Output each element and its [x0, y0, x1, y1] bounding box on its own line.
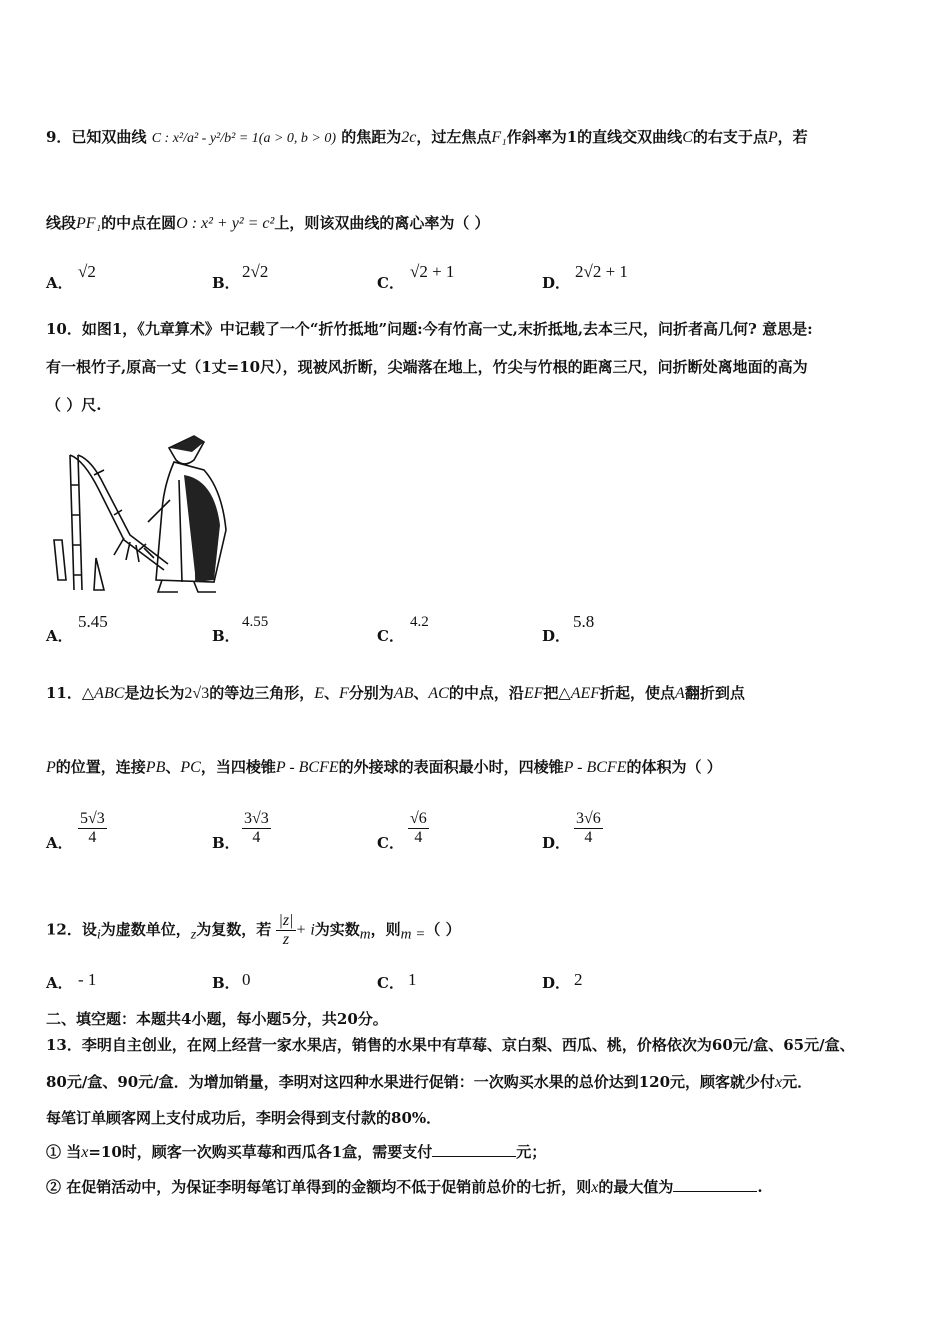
q9-option-a[interactable]: A．: [46, 274, 73, 292]
q11-option-d[interactable]: D．: [542, 834, 571, 852]
q12-option-a-value: - 1: [78, 970, 97, 989]
q11-option-c[interactable]: C．: [377, 834, 404, 852]
q9-line2: 线段PF₁的中点在圆O : x² + y² = c²上，则该双曲线的离心率为（ ）: [46, 214, 490, 232]
q9-option-b[interactable]: B．: [212, 274, 240, 292]
q9-option-c[interactable]: C．: [377, 274, 404, 292]
q13-line4: ① 当x=10时，顾客一次购买草莓和西瓜各1盒，需要支付 元；: [46, 1143, 547, 1161]
q10-option-b[interactable]: B．: [212, 627, 240, 645]
q12-option-d-value: 2: [574, 970, 583, 989]
q9-option-a-value: √2: [78, 262, 96, 281]
q11-line2: P的位置，连接PB、PC，当四棱锥P - BCFE的外接球的表面积最小时，四棱锥P - BCFE的体积为（ ）: [46, 758, 722, 776]
answer-blank-2[interactable]: [673, 1177, 757, 1192]
q10-line2: 有一根竹子,原高一丈（1丈=10尺），现被风折断，尖端落在地上，竹尖与竹根的距离三尺，问折断处离地面的高为: [46, 358, 808, 376]
q10-line3: （ ）尺.: [46, 396, 102, 414]
q12-option-b-value: 0: [242, 970, 251, 989]
q12-line: 12．设i为虚数单位，z为复数，若 $\frac{|z|}{z}$ + i为实数m，则m =（ ）: [46, 912, 461, 948]
q10-option-a[interactable]: A．: [46, 627, 73, 645]
q11-line1: 11．△ABC是边长为2√3的等边三角形，E、F分别为AB、AC的中点，沿EF把△AEF折起，使点A翻折到点: [46, 684, 745, 702]
q10-option-d[interactable]: D．: [542, 627, 571, 645]
q13-line2: 80元/盒、90元/盒．为增加销量，李明对这四种水果进行促销：一次购买水果的总价达到120元，顾客就少付x元．: [46, 1073, 813, 1091]
q12-fraction: $\frac{|z|}{z}$: [278, 912, 294, 948]
q10-option-d-value: 5.8: [573, 612, 595, 631]
q11-option-c-value: $\frac{√6}{4}$: [410, 810, 427, 846]
q12-option-a[interactable]: A．: [46, 974, 73, 992]
q10-option-c[interactable]: C．: [377, 627, 404, 645]
q12-option-b[interactable]: B．: [212, 974, 240, 992]
q11-option-a-value: $\frac{5√3}{4}$: [80, 810, 105, 846]
q12-option-c-value: 1: [408, 970, 417, 989]
q10-option-b-value: 4.55: [242, 614, 269, 630]
q12-option-c[interactable]: C．: [377, 974, 404, 992]
answer-blank-1[interactable]: [432, 1142, 516, 1157]
bamboo-scholar-illustration: [44, 430, 234, 600]
q11-option-b-value: $\frac{3√3}{4}$: [244, 810, 269, 846]
q9-option-d-value: 2√2 + 1: [575, 262, 628, 281]
q10-line1: 10．如图1，《九章算术》中记载了一个“折竹抵地”问题:今有竹高一丈,末折抵地,去本三尺，问折者高几何? 意思是:: [46, 320, 813, 338]
circle-equation: O : x² + y² = c²: [176, 215, 275, 232]
q12-option-d[interactable]: D．: [542, 974, 571, 992]
q10-option-a-value: 5.45: [78, 612, 108, 631]
q9-option-b-value: 2√2: [242, 262, 269, 281]
q13-line5: ② 在促销活动中，为保证李明每笔订单得到的金额均不低于促销前总价的七折，则x的最大值为 .: [46, 1178, 763, 1196]
q9-option-d[interactable]: D．: [542, 274, 571, 292]
q13-line1: 13．李明自主创业，在网上经营一家水果店，销售的水果中有草莓、京白梨、西瓜、桃，价格依次为60元/盒、65元/盒、: [46, 1036, 855, 1054]
q11-option-a[interactable]: A．: [46, 834, 73, 852]
q10-option-c-value: 4.2: [410, 614, 429, 630]
q11-option-b[interactable]: B．: [212, 834, 240, 852]
section-heading: 二、填空题：本题共4小题，每小题5分，共20分。: [46, 1010, 388, 1028]
q11-option-d-value: $\frac{3√6}{4}$: [576, 810, 601, 846]
q9-line1: 9．已知双曲线 C : x²/a² - y²/b² = 1(a > 0, b > 0) 的焦距为2c，过左焦点F₁作斜率为1的直线交双曲线C的右支于点P，若: [46, 128, 808, 146]
hyperbola-equation: C : x²/a² - y²/b² = 1(a > 0, b > 0): [151, 131, 337, 146]
q9-option-c-value: √2 + 1: [410, 262, 455, 281]
q13-line3: 每笔订单顾客网上支付成功后，李明会得到支付款的80%．: [46, 1109, 442, 1127]
